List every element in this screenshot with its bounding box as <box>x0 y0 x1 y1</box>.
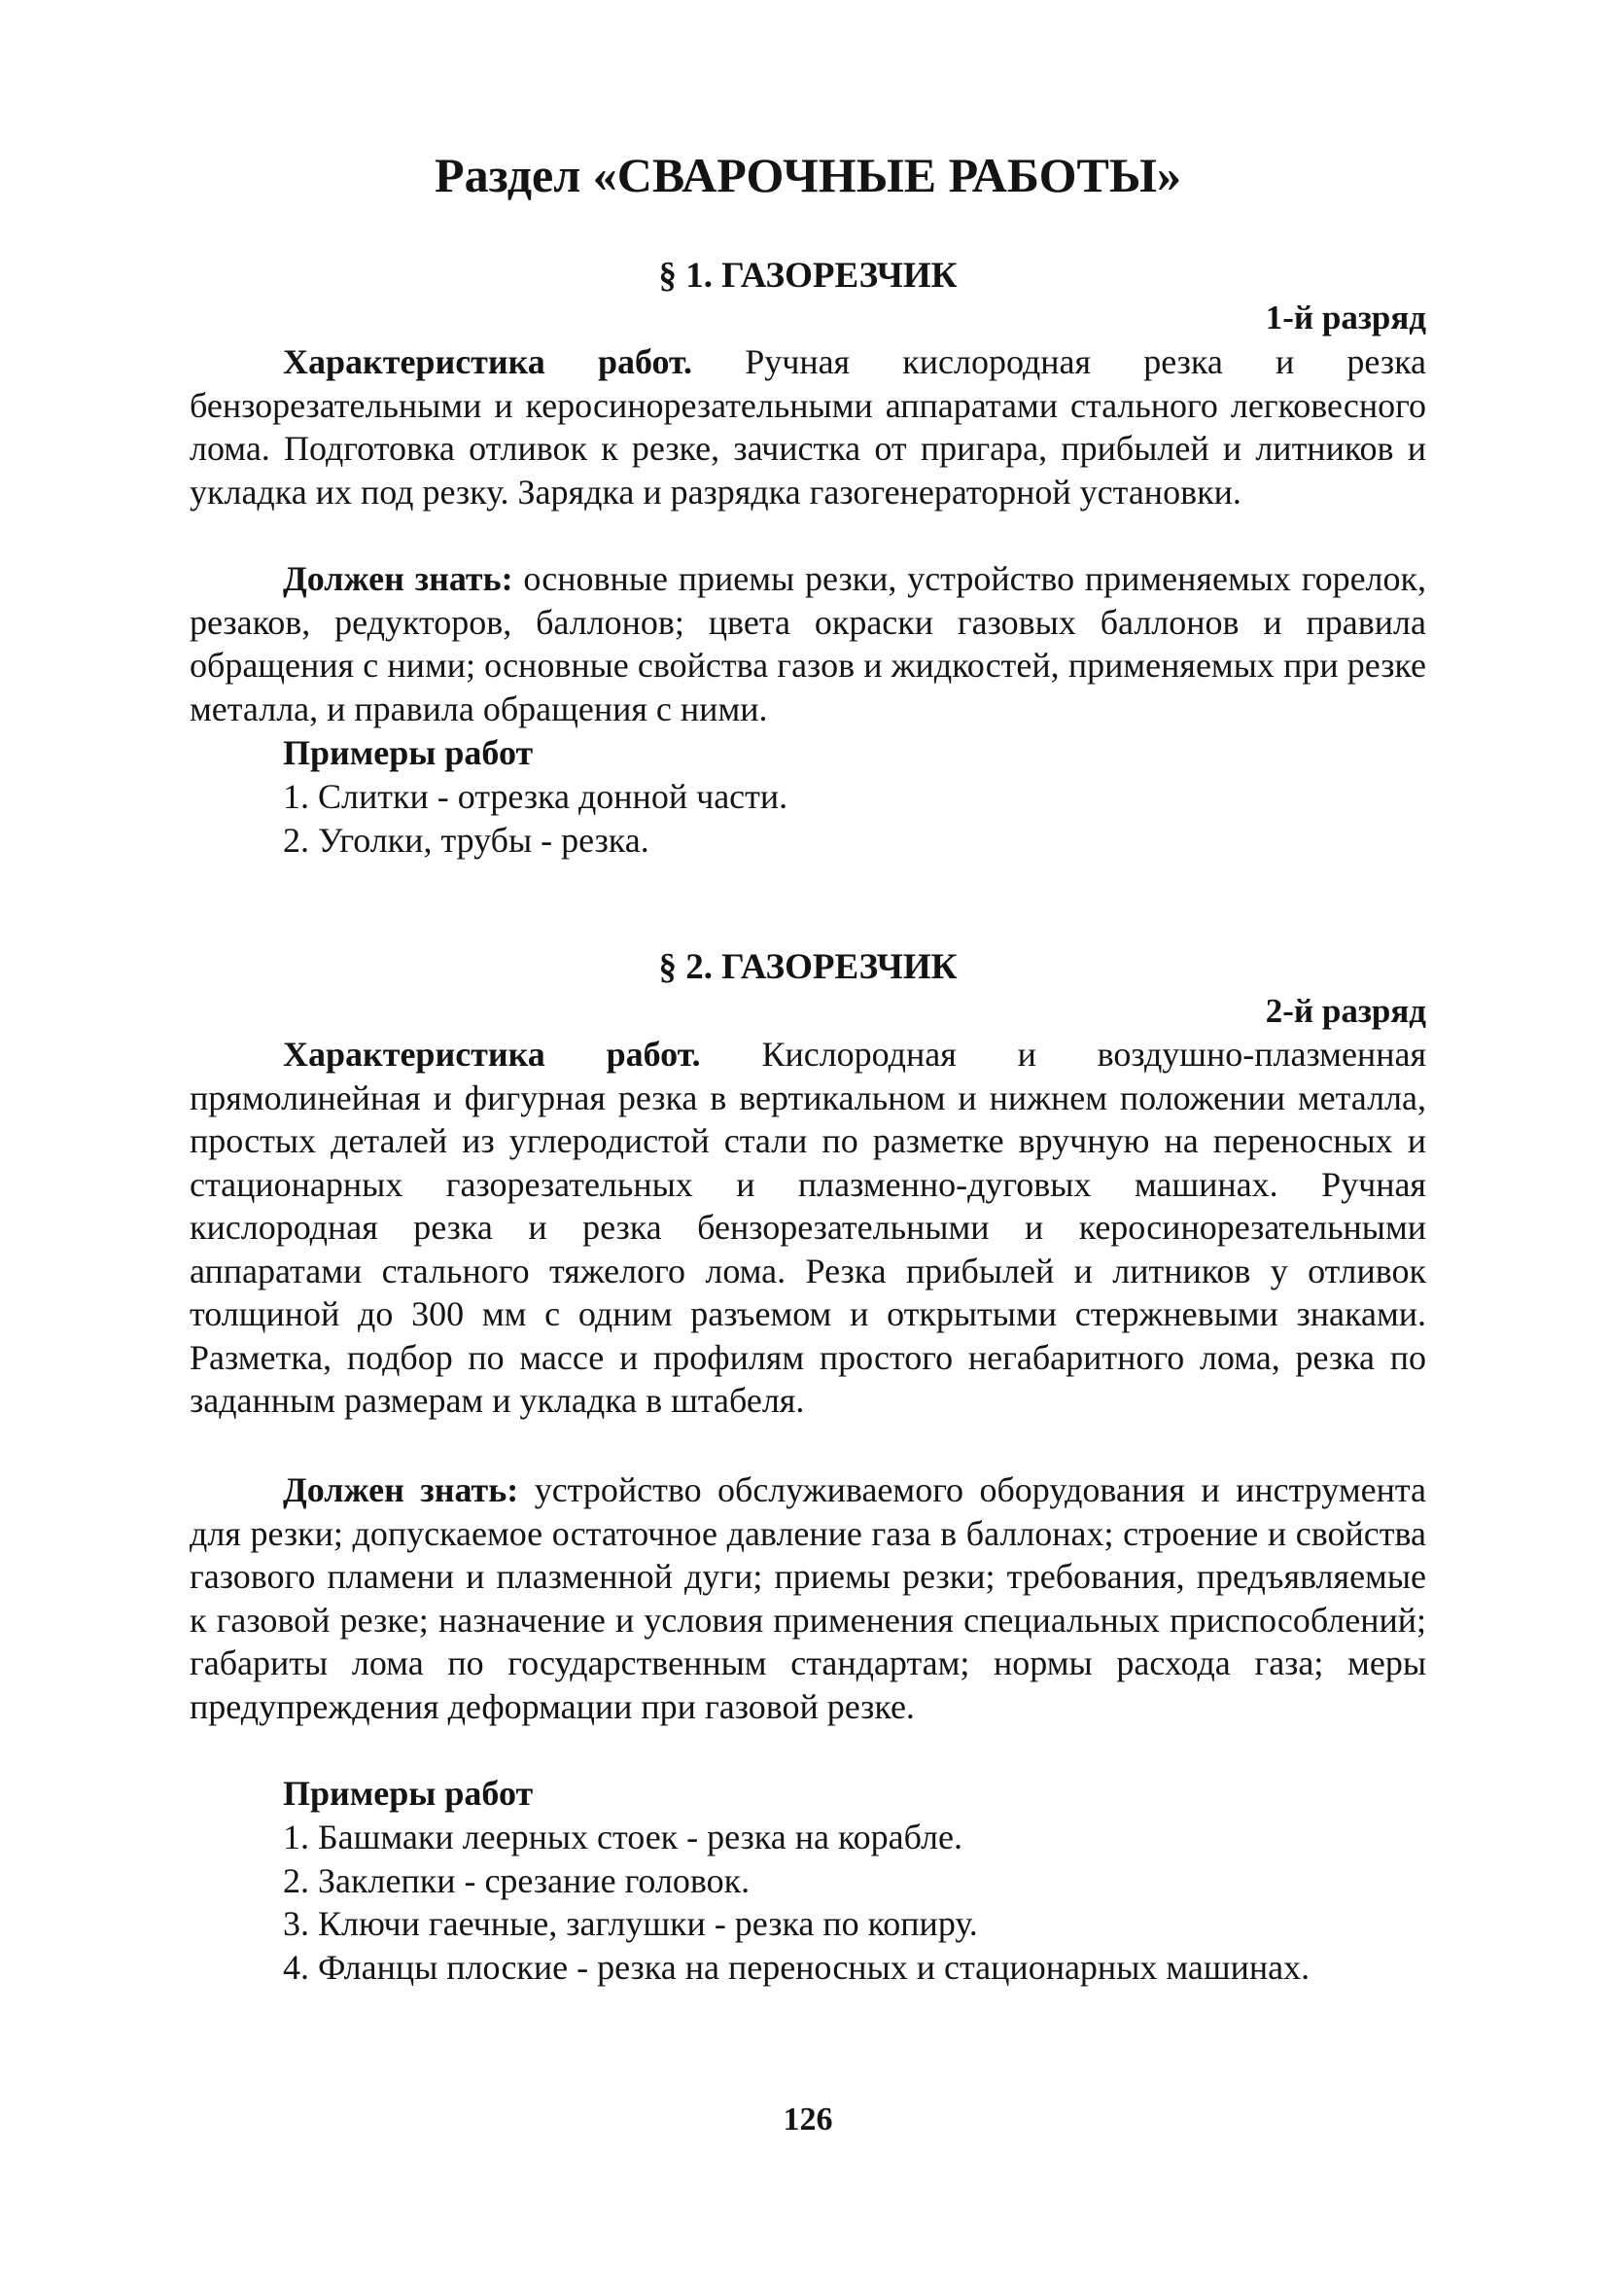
paragraph-2-characteristic <box>190 1033 1426 1423</box>
paragraph-2-examples-list <box>283 1816 1426 1989</box>
characteristic-label: Характеристика работ. <box>283 342 693 381</box>
paragraph-1-heading: § 1. ГАЗОРЕЗЧИК <box>658 256 958 296</box>
knowledge-label: Должен знать: <box>283 1470 519 1509</box>
paragraph-2-knowledge <box>190 1468 1426 1728</box>
knowledge-label: Должен знать: <box>283 559 513 598</box>
characteristic-text: Ручная кислородная резка и резка бензорезательными и керосинорезательными аппаратами стального легковесного лома. Подготовка отливок к резке, зачистка от пригара, прибылей и литников и укладка их под резку. Зарядка и разрядка газогенераторной установки. <box>190 342 1426 512</box>
paragraph-1-grade: 1-й разряд <box>1265 299 1426 336</box>
paragraph-1-knowledge <box>190 557 1426 730</box>
list-item: 3. Ключи гаечные, заглушки - резка по копиру. <box>283 1904 978 1943</box>
list-item: 2. Уголки, трубы - резка. <box>283 820 649 860</box>
paragraph-1-characteristic <box>190 340 1426 513</box>
list-item: 4. Фланцы плоские - резка на переносных и стационарных машинах. <box>283 1947 1311 1987</box>
paragraph-2-examples-title: Примеры работ <box>283 1774 534 1813</box>
paragraph-1-examples-title: Примеры работ <box>283 733 534 772</box>
paragraph-2-grade: 2-й разряд <box>1265 992 1426 1030</box>
page-number: 126 <box>783 2102 833 2137</box>
paragraph-1-examples-list <box>283 775 1426 862</box>
list-item: 2. Заклепки - срезание головок. <box>283 1860 751 1900</box>
list-item: 1. Башмаки леерных стоек - резка на корабле. <box>283 1818 962 1856</box>
paragraph-2-heading: § 2. ГАЗОРЕЗЧИК <box>658 947 958 987</box>
section-title: Раздел «СВАРОЧНЫЕ РАБОТЫ» <box>435 148 1181 202</box>
knowledge-text: устройство обслуживаемого оборудования и инструмента для резки; допускаемое остаточное давление газа в баллонах; строение и свойства газового пламени и плазменной дуги; приемы резки; требования, предъявляемые к газовой резке; назначение и условия применения специальных приспособлений; габариты лома по государственным стандартам; нормы расхода газа; меры предупреждения деформации при газовой резке. <box>190 1470 1427 1726</box>
knowledge-text: основные приемы резки, устройство применяемых горелок, резаков, редукторов, баллонов; цвета окраски газовых баллонов и правила обращения с ними; основные свойства газов и жидкостей, применяемых при резке металла, и правила обращения с ними. <box>190 559 1427 728</box>
characteristic-text: Кислородная и воздушно-плазменная прямолинейная и фигурная резка в вертикальном и нижнем положении металла, простых деталей из углеродистой стали по разметке вручную на переносных и стационарных газорезательных и плазменно-дуговых машинах. Ручная кислородная резка и резка бензорезательными и керосинорезательными аппаратами стального тяжелого лома. Резка прибылей и литников у отливок толщиной до 300 мм с одним разъемом и открытыми стержневыми знаками. Разметка, подбор по массе и профилям простого негабаритного лома, резка по заданным размерам и укладка в штабеля. <box>190 1035 1426 1420</box>
list-item: 1. Слитки - отрезка донной части. <box>283 777 788 816</box>
characteristic-label: Характеристика работ. <box>283 1035 701 1074</box>
